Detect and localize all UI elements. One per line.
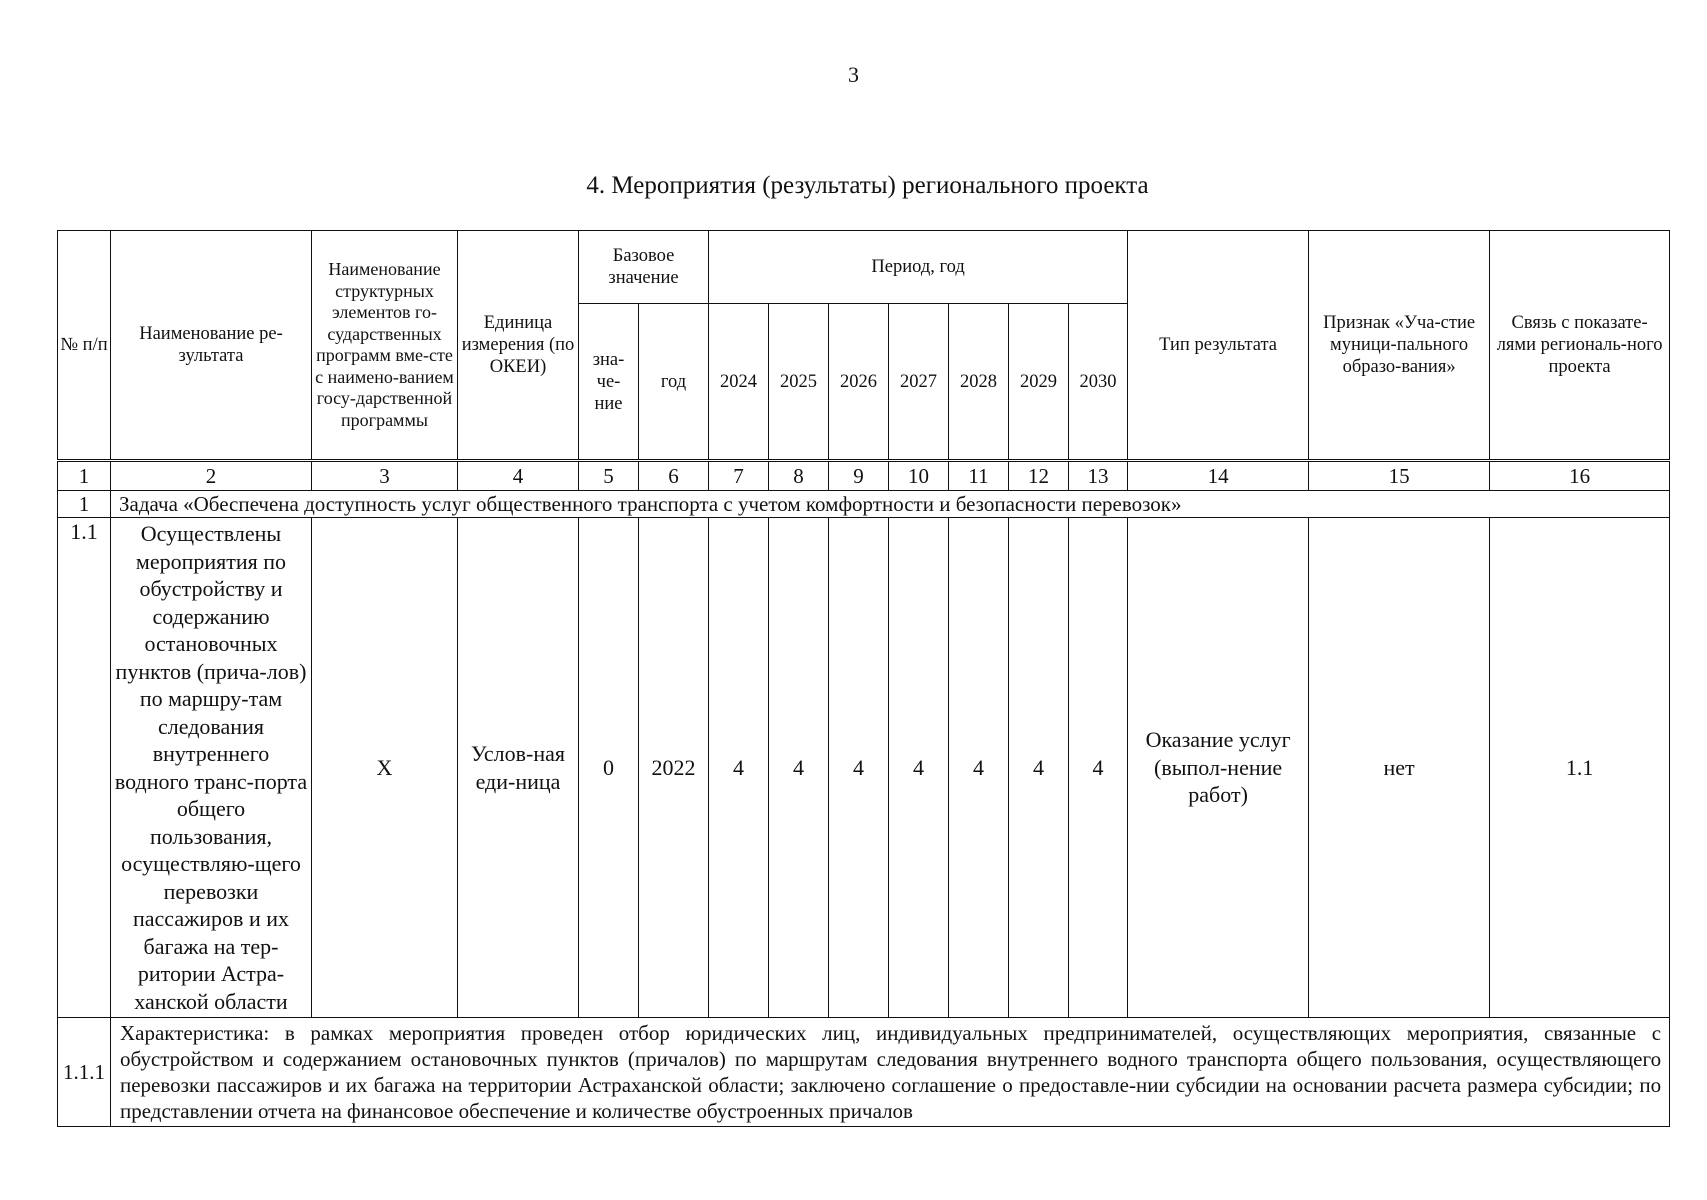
characteristic-text: Характеристика: в рамках мероприятия проведен отбор юридических лиц, индивидуальных предпринимателей, осуществляющих мероприятия, связанные с обустройством и содержанием остановочных пунктов (причалов) по маршрутам следования внутреннего водного транспорта общего пользования, осуществляющего перевозки пассажиров и их багажа на территории Астраханской области; заключено соглашение о предоставле-нии субсидии на основании расчета размера субсидии; по представлении отчета на финансовое обеспечение и количестве обустроенных причалов: [111, 1018, 1670, 1127]
header-result-name: Наименование ре-зультата: [111, 231, 312, 461]
header-municipal-participation: Признак «Уча-стие муници-пального образо-вания»: [1309, 231, 1490, 461]
column-number: 2: [111, 461, 312, 491]
result-unit: Услов-ная еди-ница: [458, 518, 579, 1018]
period-value: 4: [829, 518, 889, 1018]
header-unit: Единица измерения (по ОКЕИ): [458, 231, 579, 461]
result-type: Оказание услуг (выпол-нение работ): [1128, 518, 1309, 1018]
column-number: 4: [458, 461, 579, 491]
column-number: 16: [1490, 461, 1670, 491]
base-value: 0: [579, 518, 639, 1018]
header-period: Период, год: [709, 231, 1128, 304]
header-year: 2030: [1069, 304, 1128, 461]
column-number: 7: [709, 461, 769, 491]
column-number: 8: [769, 461, 829, 491]
header-result-type: Тип результата: [1128, 231, 1309, 461]
column-number: 5: [579, 461, 639, 491]
section-title: 4. Мероприятия (результаты) регионального проекта: [586, 172, 1149, 199]
task-row: [58, 491, 1670, 518]
characteristic-number: 1.1.1: [58, 1018, 111, 1127]
period-value: 4: [949, 518, 1009, 1018]
period-value: 4: [1009, 518, 1069, 1018]
column-number: 15: [1309, 461, 1490, 491]
header-base-value-value: зна-че-ние: [579, 304, 639, 461]
header-year: 2026: [829, 304, 889, 461]
period-value: 4: [889, 518, 949, 1018]
header-indicator-link: Связь с показате-лями региональ-ного проекта: [1490, 231, 1670, 461]
column-number: 11: [949, 461, 1009, 491]
characteristic-row: [58, 1018, 1670, 1127]
page-number: 3: [848, 62, 859, 87]
header-year: 2027: [889, 304, 949, 461]
period-value: 4: [709, 518, 769, 1018]
header-year: 2028: [949, 304, 1009, 461]
task-number: 1: [58, 491, 111, 518]
column-number: 3: [312, 461, 458, 491]
column-number: 6: [639, 461, 709, 491]
result-row: [58, 518, 1670, 1018]
header-num: № п/п: [58, 231, 111, 461]
results-table: [57, 230, 1670, 1127]
task-text: Задача «Обеспечена доступность услуг общественного транспорта с учетом комфортности и безопасности перевозок»: [111, 491, 1670, 518]
column-number: 13: [1069, 461, 1128, 491]
header-year: 2029: [1009, 304, 1069, 461]
column-numbers-row: [58, 461, 1670, 491]
period-value: 4: [769, 518, 829, 1018]
header-structural-elements: Наименование структурных элементов го-сударственных программ вме-сте с наимено-ванием госу-дарственной программы: [312, 231, 458, 461]
structural-element: X: [312, 518, 458, 1018]
header-year: 2025: [769, 304, 829, 461]
header-base-value: Базовое значение: [579, 231, 709, 304]
column-number: 10: [889, 461, 949, 491]
indicator-link: 1.1: [1490, 518, 1670, 1018]
column-number: 12: [1009, 461, 1069, 491]
municipal-participation: нет: [1309, 518, 1490, 1018]
period-value: 4: [1069, 518, 1128, 1018]
header-base-value-year: год: [639, 304, 709, 461]
result-number: 1.1: [58, 518, 111, 1018]
column-number: 1: [58, 461, 111, 491]
base-year: 2022: [639, 518, 709, 1018]
column-number: 14: [1128, 461, 1309, 491]
header-year: 2024: [709, 304, 769, 461]
result-name: Осуществлены мероприятия по обустройству и содержанию остановочных пунктов (прича-лов) по маршру-там следования внутреннего водного транс-порта общего пользования, осуществляю-щего перевозки пассажиров и их багажа на тер-ритории Астра-ханской области: [111, 518, 312, 1018]
column-number: 9: [829, 461, 889, 491]
